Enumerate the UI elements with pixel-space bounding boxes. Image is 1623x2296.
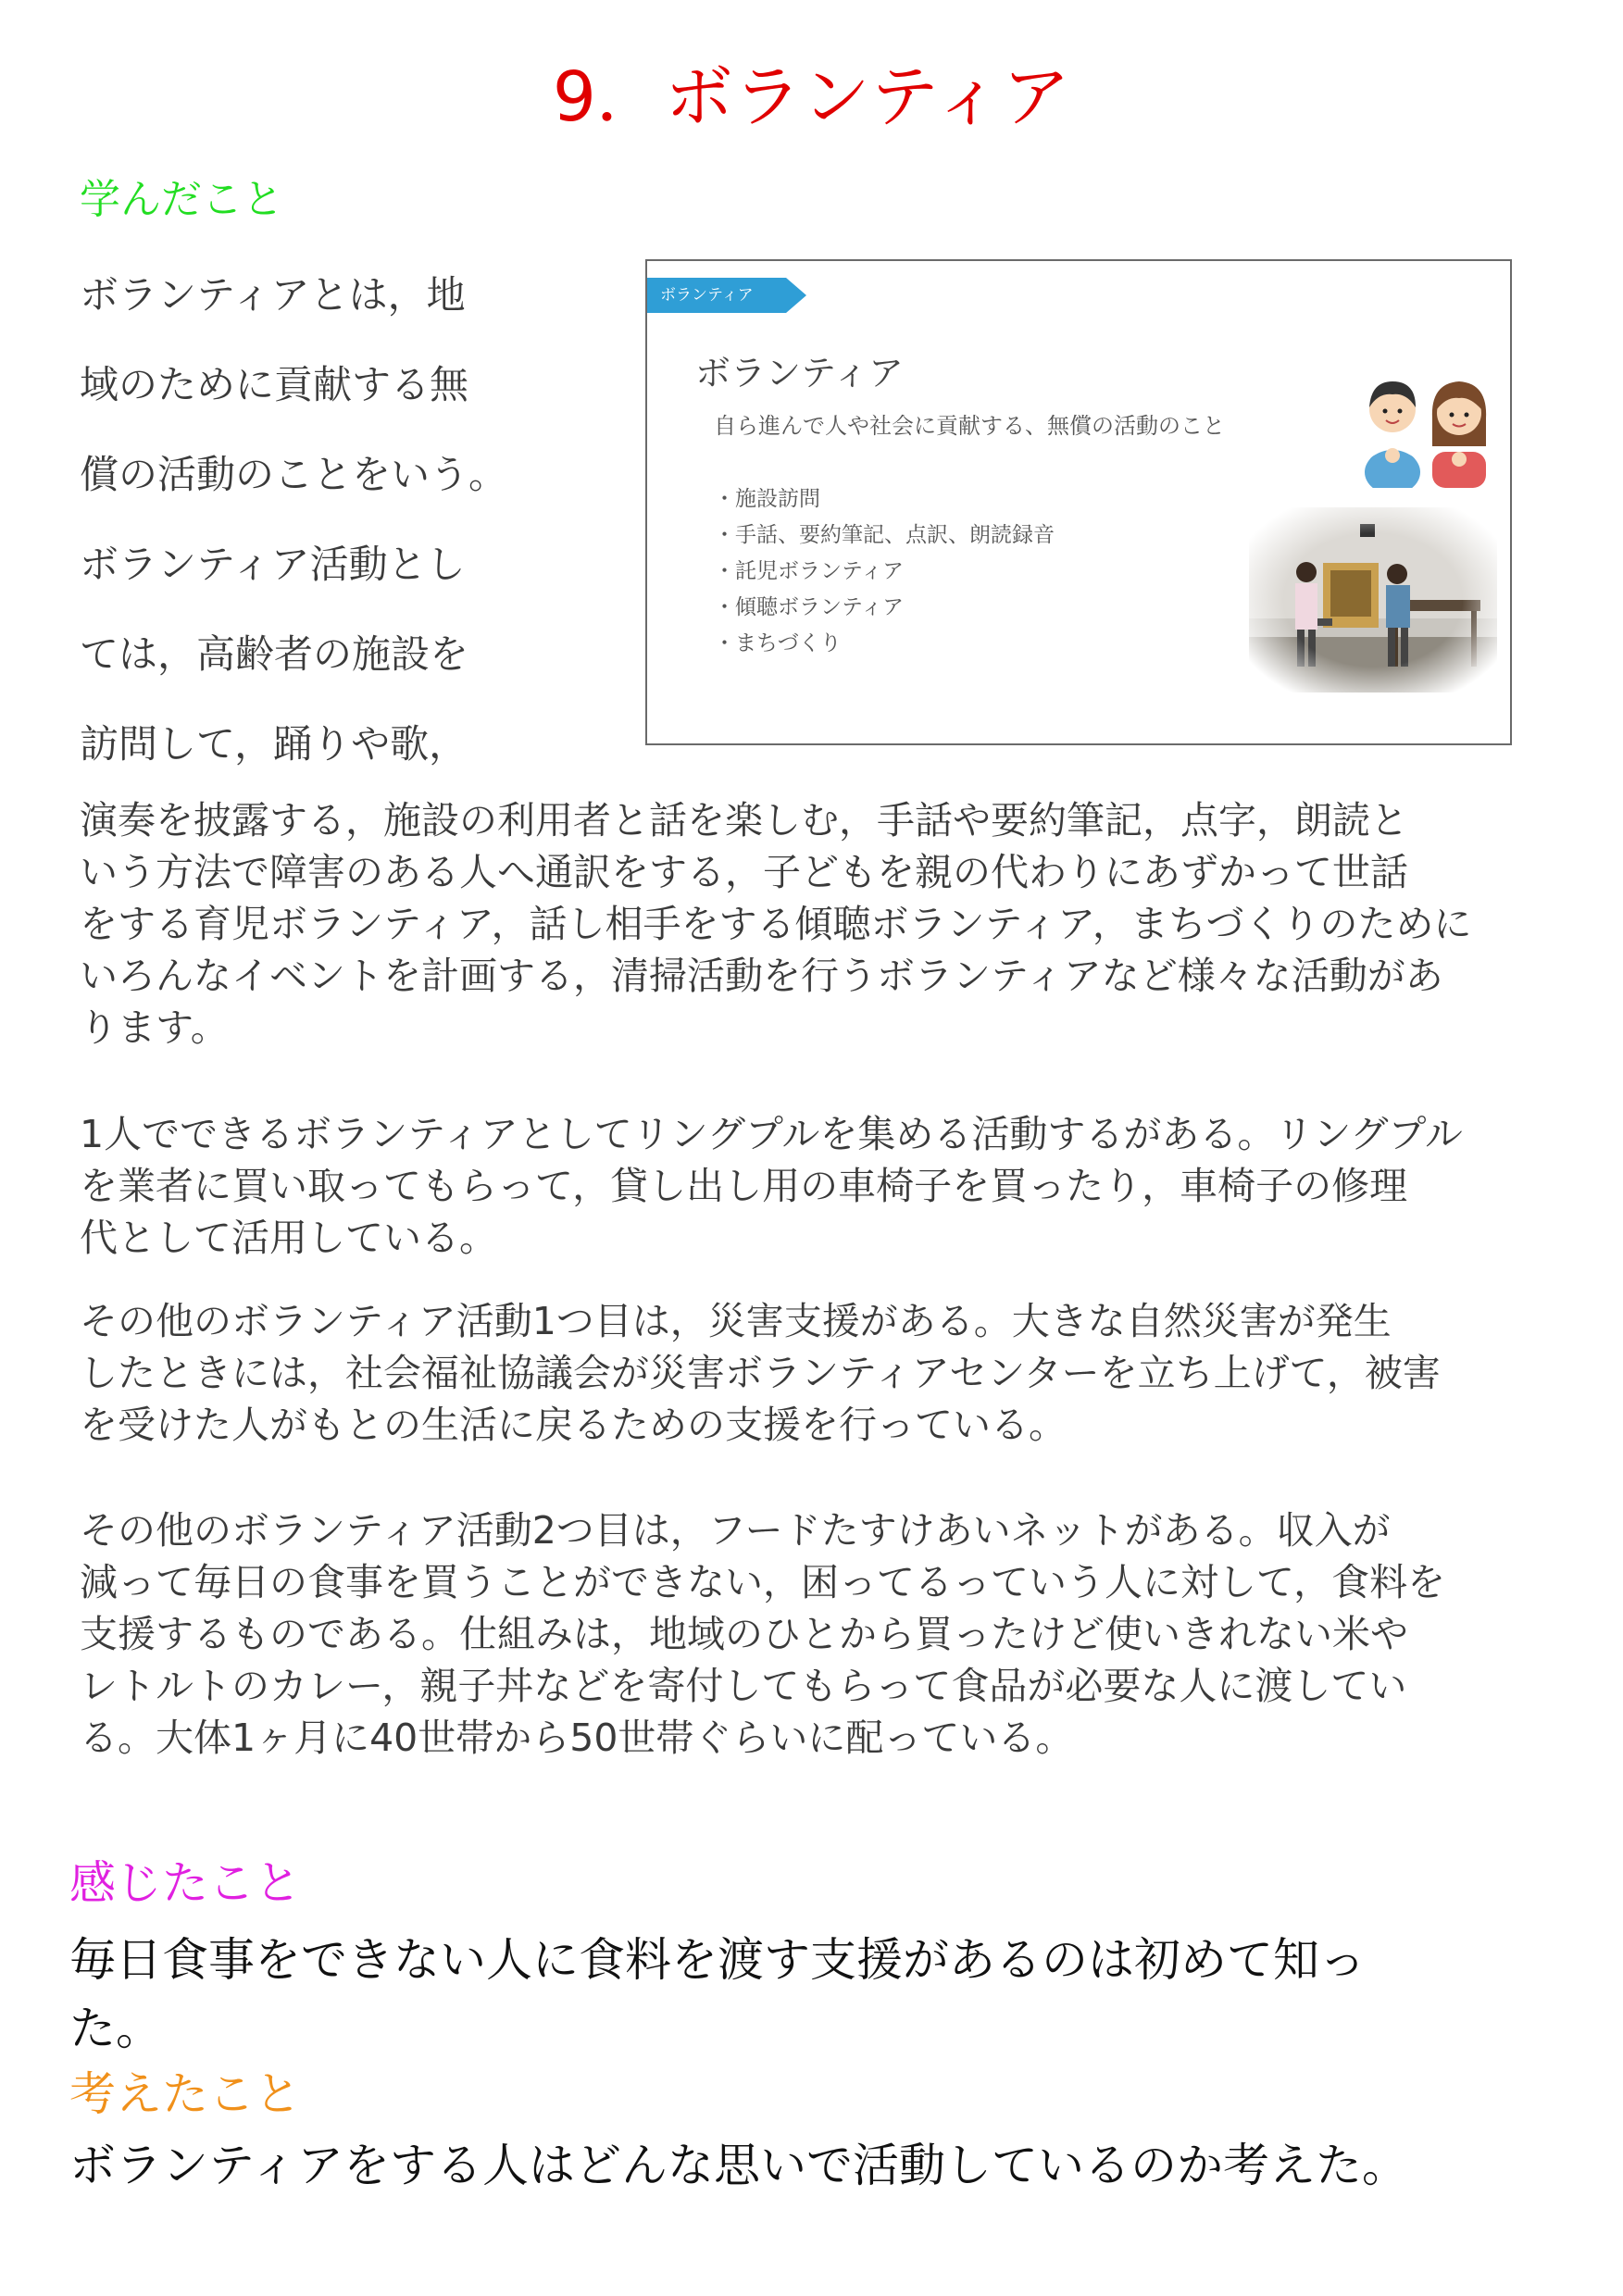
intro-text: [80, 250, 635, 789]
slide-tab-arrow: [786, 278, 806, 313]
text-line: ります。: [80, 1005, 229, 1050]
volunteer-slide: [645, 259, 1512, 745]
slide-list: [714, 481, 1055, 662]
slide-list-item: ・ 施設訪問: [714, 481, 1055, 518]
slide-tab-label: ボランティア: [647, 278, 786, 313]
thought-heading: 考えたこと: [69, 2067, 301, 2121]
paragraph-activities: [80, 794, 1561, 1054]
text-line: 毎日食事をできない人に食料を渡す支援があるのは初めて知っ: [69, 1933, 1366, 1987]
text-line: レトルトのカレー，親子丼などを寄付してもらって食品が必要な人に渡してい: [80, 1664, 1407, 1708]
paragraph-disaster-support: [80, 1295, 1561, 1451]
intro-line: ボランティアとは，地: [80, 272, 466, 318]
text-line: 1人でできるボランティアとしてリングプルを集める活動するがある。リングプル: [80, 1112, 1463, 1156]
slide-list-item: ・ まちづくり: [714, 626, 1055, 662]
slide-list-item: ・ 傾聴ボランティア: [714, 590, 1055, 626]
text-line: したときには，社会福祉協議会が災害ボランティアセンターを立ち上げて，被害: [80, 1351, 1441, 1395]
text-line: た。: [69, 2002, 162, 2055]
text-line: 減って毎日の食事を買うことができない，困ってるっていう人に対して，食料を: [80, 1560, 1446, 1604]
slide-title: ボランティア: [695, 353, 904, 393]
text-line: いう方法で障害のある人へ通訳をする，子どもを親の代わりにあずかって世話: [80, 850, 1408, 894]
intro-line: 域のために貢献する無: [80, 362, 469, 407]
text-line: 代として活用している。: [80, 1216, 497, 1260]
text-line: を業者に買い取ってもらって，貸し出し用の車椅子を買ったり，車椅子の修理: [80, 1164, 1408, 1208]
text-line: る。大体1ヶ月に40世帯から50世帯ぐらいに配っている。: [80, 1716, 1074, 1760]
slide-list-item: ・ 手話、要約筆記、点訳、朗読録音: [714, 518, 1055, 554]
paragraph-food-support: [80, 1504, 1561, 1764]
text-line: その他のボランティア活動1つ目は，災害支援がある。大きな自然災害が発生: [80, 1299, 1392, 1343]
felt-heading: 感じたこと: [69, 1856, 301, 1910]
intro-line: 訪問して，踊りや歌，: [80, 721, 468, 767]
intro-line: 償の活動のことをいう。: [80, 452, 508, 497]
text-line: その他のボランティア活動2つ目は，フードたすけあいネットがある。収入が: [80, 1508, 1391, 1553]
page-title: 9．ボランティア: [552, 57, 1071, 137]
volunteer-activity-photo: [1249, 507, 1497, 693]
thought-text: [69, 2131, 1569, 2200]
slide-subtitle: 自ら進んで人や社会に貢献する、無償の活動のこと: [714, 413, 1225, 439]
intro-line: ボランティア活動とし: [80, 542, 466, 587]
text-line: をする育児ボランティア，話し相手をする傾聴ボランティア，まちづくりのために: [80, 902, 1472, 946]
felt-text: [69, 1926, 1569, 2063]
intro-line: ては，高齢者の施設を: [80, 631, 469, 677]
text-line: 演奏を披露する，施設の利用者と話を楽しむ，手話や要約筆記，点字，朗読と: [80, 798, 1408, 842]
text-line: ボランティアをする人はどんな思いで活動しているのか考えた。: [69, 2139, 1408, 2192]
slide-list-item: ・ 託児ボランティア: [714, 554, 1055, 590]
text-line: 支援するものである。仕組みは，地域のひとから買ったけど使いきれない米や: [80, 1612, 1408, 1656]
learned-heading: 学んだこと: [80, 176, 283, 223]
text-line: いろんなイベントを計画する，清掃活動を行うボランティアなど様々な活動があ: [80, 954, 1443, 998]
volunteers-illustration: [1351, 363, 1499, 488]
text-line: を受けた人がもとの生活に戻るための支援を行っている。: [80, 1403, 1067, 1447]
paragraph-ring-pull: [80, 1108, 1561, 1264]
